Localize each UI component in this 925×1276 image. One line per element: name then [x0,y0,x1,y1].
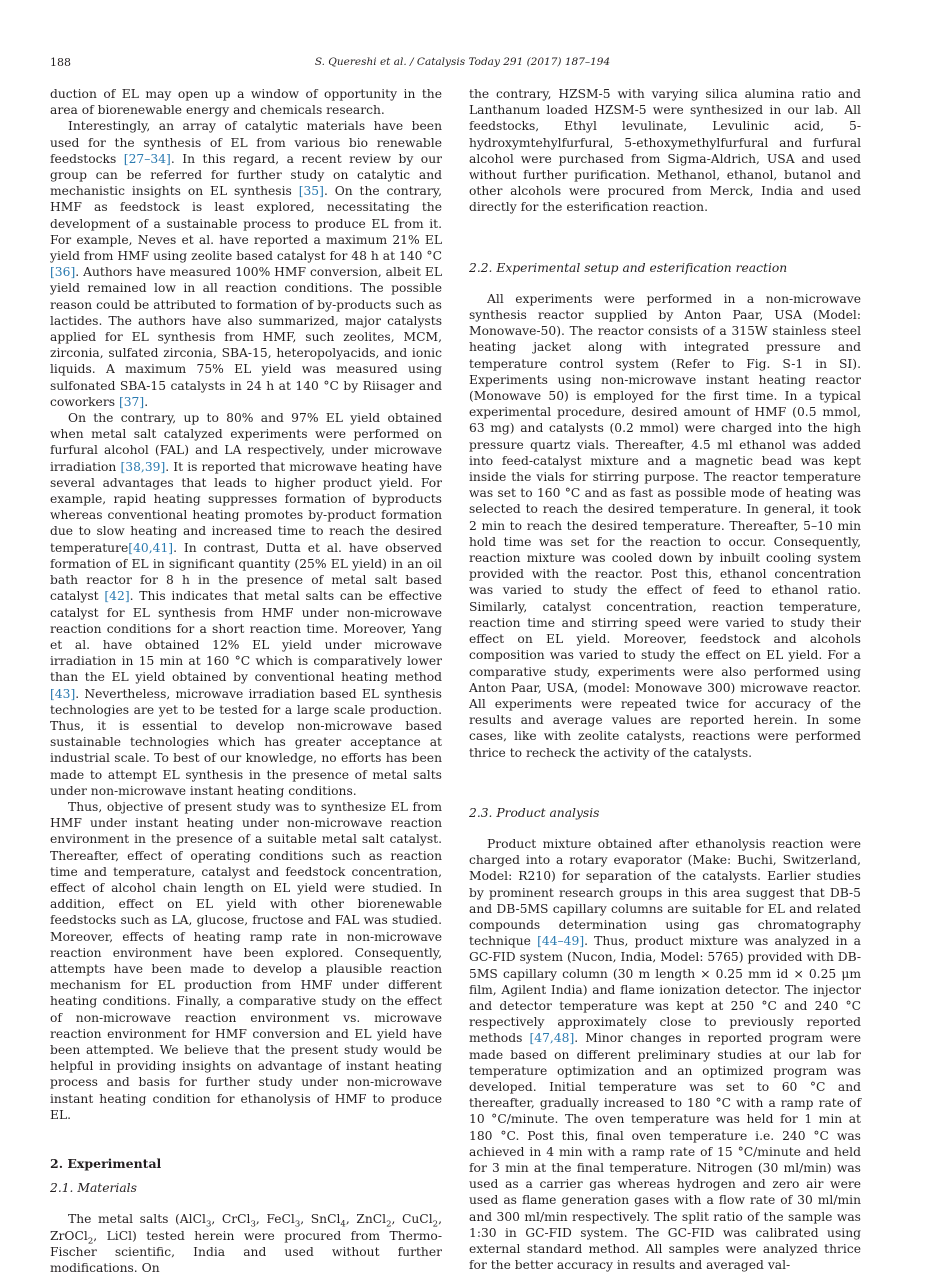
text: . Nevertheless, microwave irradiation based EL synthesis technologies are yet to be tested for a large scale production. Thus, it is essential to develop non-microwave based sustainable technologies which has greater acceptance at industrial scale. To best of our knowledge, no efforts has been made to attempt EL synthesis in the presence of metal salts under non-microwave instant heating conditions. [50,686,442,798]
subscript: 3 [205,1219,212,1230]
running-header: S. Quereshi et al. / Catalysis Today 291 (2017) 187–194 [314,56,611,68]
subsection-heading-setup: 2.2. Experimental setup and esterification reaction [469,260,788,275]
text: . Thus, product mixture was analyzed in a GC-FID system (Nucon, India, Model: 5765) provided with DB-5MS capillary column (30 m length × 0.25 mm id × 0.25 μm film, Agilent India) and flame ionization detector. The injector and detector temperature was kept at 250 °C and 240 °C respectively approximately close to previously reported methods [469,934,862,1046]
citation-link[interactable]: [47,48] [529,1031,575,1046]
text: Product mixture obtained after ethanolysis reaction were charged into a rotary evaporator (Make: Buchi, Switzerland, Model: R210) for separation of the catalysts. Earlier studies by prominent research groups in this area suggest that DB-5 and DB-5MS capillary columns are suitable for EL and related compounds determination using gas chromatography technique [469,836,861,949]
text: duction of EL may open up a window of opportunity in the area of biorenewable energy and chemicals research. [50,87,442,118]
text: . Minor changes in reported program were made based on different preliminary studies at our lab for temperature optimization and an optimized program was developed. Initial temperature was set to 60 °C and thereafter, gradually increased to 180 °C with a ramp rate of 10 °C/minute. The oven temperature was held for 1 min at 180 °C. Post this, final oven temperature i.e. 240 °C was achieved in 4 min with a ramp rate of 15 °C/minute and held for 3 min at the final temperature. Nitrogen (30 ml/min) was used as a carrier gas whereas hydrogen and zero air were used as flame generation gases with a flow rate of 30 ml/min and 300 ml/min respectively. The split ratio of the sample was 1:30 in GC-FID system. The GC-FID was calibrated using external standard method. All samples were analyzed thrice for the better accuracy in results and averaged val- [469,1031,861,1273]
text: , FeCl [255,1212,295,1227]
right-column [469,86,861,1273]
page-number: 188 [50,56,71,69]
text: The metal salts (AlCl [68,1212,206,1227]
text: , LiCl) tested herein were procured from Thermo-Fischer scientific, India and used without further modifications. On [50,1228,442,1276]
subsection-heading-product-analysis: 2.3. Product analysis [469,805,600,820]
text: All experiments were performed in a non-microwave synthesis reactor supplied by Anton Paar, USA (Model: Monowave-50). The reactor consists of a 315W stainless steel heating jacket along with integrated pressure and temperature control system (Refer to Fig. S-1 in SI). Experiments using non-microwave instant heating reactor (Monowave 50) is employed for the first time. In a typical experimental procedure, desired amount of HMF (0.5 mmol, 63 mg) and catalysts (0.2 mmol) were charged into the high pressure quartz vials. Thereafter, 4.5 ml ethanol was added into feed-catalyst mixture and a magnetic bead was kept inside the vials for stirring purpose. The reactor temperature was set to 160 °C and as fast as possible mode of heating was selected to reach the desired temperature. In general, it took 2 min to reach the desired temperature. Thereafter, 5–10 min hold time was set for the reaction to occur. Consequently, reaction mixture was cooled down by inbuilt cooling system provided with the reactor. Post this, ethanol concentration was varied to study the effect of feed to ethanol ratio. Similarly, catalyst concentration, reaction temperature, reaction time and stirring speed were varied to study their effect on EL yield. Moreover, feedstock and alcohols composition was varied to study the effect on EL yield. For a comparative study, experiments were also performed using Anton Paar, USA, (model: Monowave 300) microwave reactor. All experiments were repeated twice for accuracy of the results and average values are reported herein. In some cases, like with zeolite catalysts, reactions were performed thrice to recheck the activity of the catalysts. [469,291,861,760]
text: the contrary, HZSM-5 with varying silica alumina ratio and Lanthanum loaded HZSM-5 were synthesized in our lab. All feedstocks, Ethyl levulinate, Levulinic acid, 5-hydroxymtehylfurfural, 5-ethoxymethylfurfural and furfural alcohol were purchased from Sigma-Aldrich, USA and used without further purification. Methanol, ethanol, butanol and other alcohols were procured from Merck, India and used directly for the esterification reaction. [469,87,861,215]
paragraph [50,1211,442,1276]
paragraph [469,86,861,216]
left-column [50,86,442,1276]
citation-link[interactable]: [37] [118,394,145,409]
subscript: 3 [250,1219,256,1230]
citation-link[interactable]: [43] [50,686,76,701]
text: . It is reported that microwave heating have several advantages that leads to higher product yield. For example, rapid heating suppresses formation of byproducts whereas conventional heating promotes by-product formation due to slow heating and increased time to reach the desired temperature [50,459,443,555]
citation-link[interactable]: [38,39] [120,459,166,474]
subscript: 2 [87,1236,94,1247]
text: , ZrOCl [50,1212,442,1243]
subscript: 2 [386,1219,392,1230]
citation-link[interactable]: [36] [50,265,76,280]
subscript: 3 [294,1219,301,1230]
subscript: 2 [432,1219,439,1230]
text: , ZnCl [345,1212,387,1227]
paragraph [50,118,442,410]
paragraph [50,799,442,1123]
text: . On the contrary, HMF as feedstock is least explored, necessitating the development of a sustainable process to produce EL from it. For example, Neves et al. have reported a maximum 21% EL yield from HMF using zeolite based catalyst for 48 h at 140 °C [50,184,442,264]
citation-link[interactable]: [40,41] [128,540,174,555]
subscript: 4 [340,1219,346,1230]
text: On the contrary, up to 80% and 97% EL yield obtained when metal salt catalyzed experiments were performed on furfural alcohol (FAL) and LA respectively, under microwave irradiation [50,411,442,474]
citation-link[interactable]: [44–49] [537,934,585,949]
text: , CrCl [211,1212,251,1227]
text: Interestingly, an array of catalytic materials have been used for the synthesis of EL from various bio renewable feedstocks [50,119,442,166]
paragraph [50,410,442,799]
text: Thus, objective of present study was to synthesize EL from HMF under instant heating under non-microwave reaction environment in the presence of a suitable metal salt catalyst. Thereafter, effect of operating conditions such as reaction time and temperature, catalyst and feedstock concentration, effect of alcohol chain length on EL yield were studied. In addition, effect on EL yield with other biorenewable feedstocks such as LA, glucose, fructose and FAL was studied. Moreover, effects of heating ramp rate in non-microwave reaction environment have been explored. Consequently, attempts have been made to develop a plausible reaction mechanism for EL production from HMF under different heating conditions. Finally, a comparative study on the effect of non-microwave reaction environment vs. microwave reaction environment for HMF conversion and EL yield have been attempted. We believe that the present study would be helpful in providing insights on advantage of instant heating process and basis for further study under non-microwave instant heating condition for ethanolysis of HMF to produce EL. [50,799,442,1122]
paragraph [50,86,442,118]
paragraph [469,836,861,1273]
text: . In this regard, a recent review by our group can be referred for further study on catalytic and mechanistic insights on EL synthesis [50,151,442,199]
text: . In contrast, Dutta et al. have observed formation of EL in significant quantity (25% EL yield) in an oil bath reactor for 8 h in the presence of metal salt based catalyst [50,540,442,604]
citation-link[interactable]: [35] [298,184,324,199]
section-heading-experimental: 2. Experimental [50,1156,162,1171]
text: , CuCl [391,1212,433,1227]
text: , SnCl [300,1212,341,1227]
citation-link[interactable]: [42] [104,589,130,604]
text: . This indicates that metal salts can be effective catalyst for EL synthesis from HMF under non-microwave reaction conditions for a short reaction time. Moreover, Yang et al. have obtained 12% EL yield under microwave irradiation in 15 min at 160 °C which is comparatively lower than the EL yield obtained by conventional heating method [50,589,442,685]
text: . Authors have measured 100% HMF conversion, albeit EL yield remained low in all reaction conditions. The possible reason could be attributed to formation of by-products such as lactides. The authors have also summarized, major catalysts applied for EL synthesis from HMF, such zeolites, MCM, zirconia, sulfated zirconia, SBA-15, heteropolyacids, and ionic liquids. A maximum 75% EL yield was measured using sulfonated SBA-15 catalysts in 24 h at 140 °C by Riisager and coworkers [50,265,442,409]
text: . [144,394,149,409]
citation-link[interactable]: [27–34] [123,151,171,166]
subsection-heading-materials: 2.1. Materials [50,1181,137,1196]
paragraph [469,291,861,761]
